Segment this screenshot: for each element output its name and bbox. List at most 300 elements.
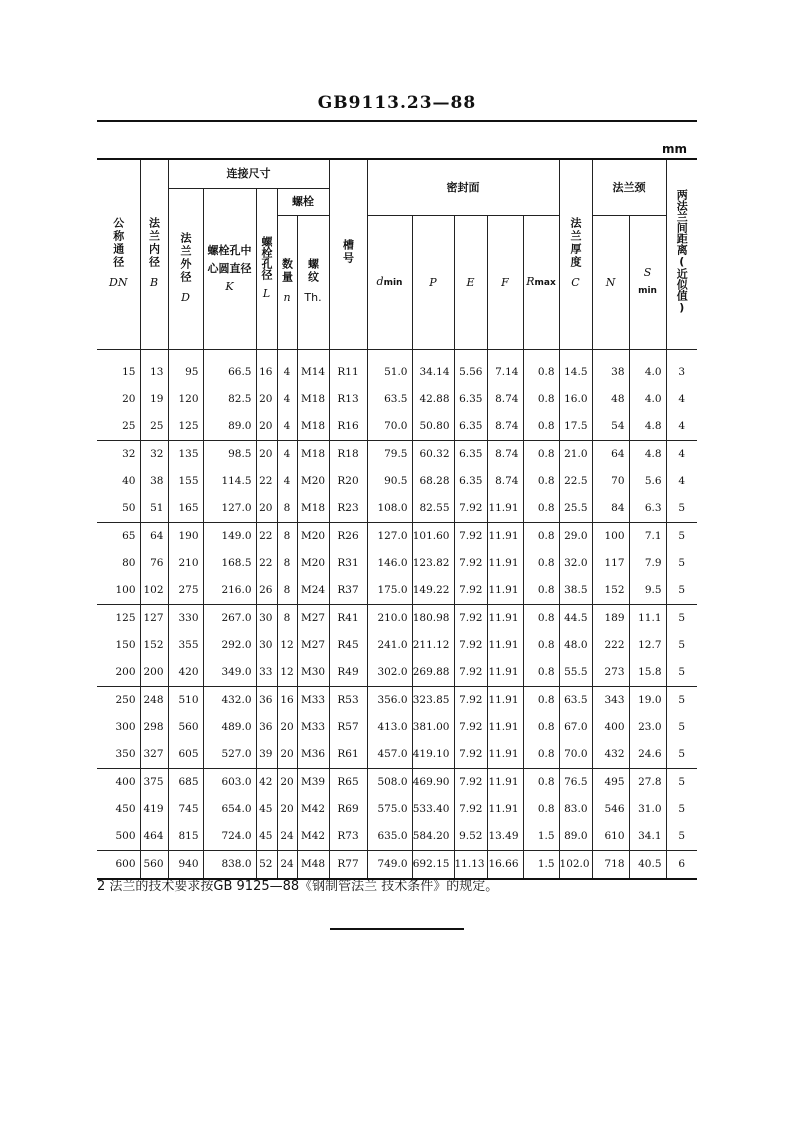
col-k-header [203, 188, 256, 349]
table-cell: 248 [140, 686, 168, 714]
table-cell: 29.0 [559, 522, 592, 550]
table-cell: 102 [140, 577, 168, 605]
table-cell: 330 [168, 604, 203, 632]
table-cell: 70 [592, 468, 629, 495]
col-n-label: 数量 [280, 258, 294, 284]
col-c-symbol: C [571, 276, 580, 290]
table-cell: 90.5 [367, 468, 412, 495]
table-cell: 0.8 [523, 522, 559, 550]
table-row [97, 714, 697, 741]
table-cell: 16.0 [559, 386, 592, 413]
table-cell: R65 [329, 768, 367, 796]
table-cell: 200 [140, 659, 168, 687]
table-cell: 45 [256, 823, 277, 851]
table-cell: 4 [277, 386, 297, 413]
table-cell: 940 [168, 850, 203, 879]
table-cell: 63.5 [367, 386, 412, 413]
table-cell: 724.0 [203, 823, 256, 851]
table-cell: 0.8 [523, 495, 559, 523]
table-cell: 4 [277, 349, 297, 386]
table-cell: 222 [592, 632, 629, 659]
table-cell: 20 [256, 440, 277, 468]
col-p-header [412, 215, 454, 349]
table-cell: R11 [329, 349, 367, 386]
table-cell: 200 [115, 666, 136, 678]
table-row [97, 686, 697, 714]
table-cell: R77 [329, 850, 367, 879]
table-cell: 125 [97, 604, 140, 632]
table-cell: 25 [140, 413, 168, 441]
table-row [97, 386, 697, 413]
col-b-header [140, 159, 168, 349]
table-cell: 38 [140, 468, 168, 495]
table-cell: 5.6 [629, 468, 666, 495]
table-cell: 149.22 [412, 577, 454, 605]
table-cell: 4 [666, 468, 697, 495]
table-cell: 4 [277, 440, 297, 468]
col-l-header [256, 188, 277, 349]
table-cell: 51.0 [367, 349, 412, 386]
table-cell: 432 [592, 741, 629, 769]
table-cell: 24 [277, 823, 297, 851]
col-th-header [297, 215, 329, 349]
table-row [97, 796, 697, 823]
table-cell: 98.5 [203, 440, 256, 468]
table-cell: 38 [592, 349, 629, 386]
table-cell: 7.9 [629, 550, 666, 577]
table-cell: 20 [277, 714, 297, 741]
sealing-face-header: 密封面 [367, 159, 559, 215]
table-cell: 8 [277, 522, 297, 550]
table-cell: 749.0 [367, 850, 412, 879]
table-cell: 1.5 [523, 823, 559, 851]
table-cell: R45 [329, 632, 367, 659]
table-cell: 0.8 [523, 550, 559, 577]
table-cell: M18 [297, 386, 329, 413]
unit-label: mm [662, 142, 688, 156]
table-cell: 82.55 [412, 495, 454, 523]
table-cell: 420 [168, 659, 203, 687]
table-cell: R16 [329, 413, 367, 441]
table-cell: 89.0 [203, 413, 256, 441]
table-cell: 5 [666, 823, 697, 851]
table-cell: 323.85 [412, 686, 454, 714]
table-cell: 152 [592, 577, 629, 605]
col-c-header [559, 159, 592, 349]
table-cell: 150 [115, 639, 136, 651]
table-cell: 469.90 [412, 768, 454, 796]
col-groove-header [329, 159, 367, 349]
table-cell: R57 [329, 714, 367, 741]
table-row [97, 349, 697, 386]
table-cell: 6.35 [454, 440, 487, 468]
table-cell: 12 [277, 632, 297, 659]
table-cell: 6.3 [629, 495, 666, 523]
table-cell: 22.5 [559, 468, 592, 495]
table-cell: 11.13 [454, 850, 487, 879]
table-cell: 5 [666, 686, 697, 714]
col-s-symbol: S [643, 266, 652, 279]
table-cell: 125 [168, 413, 203, 441]
table-cell: 1.5 [523, 850, 559, 879]
table-cell: 102.0 [559, 850, 592, 879]
table-cell: 25.5 [559, 495, 592, 523]
table-cell: 0.8 [523, 741, 559, 769]
table-cell: 7.1 [629, 522, 666, 550]
col-neck-n-symbol: N [605, 275, 616, 289]
table-cell: R31 [329, 550, 367, 577]
table-cell: 100 [592, 522, 629, 550]
table-cell: 273 [592, 659, 629, 687]
table-cell: 16 [256, 349, 277, 386]
col-dn-header [97, 159, 140, 349]
col-th-label: 螺纹 [306, 258, 320, 284]
table-row [97, 632, 697, 659]
table-cell: 350 [115, 748, 136, 760]
table-cell: 4 [277, 413, 297, 441]
table-cell: 5 [666, 550, 697, 577]
table-cell: 5 [666, 796, 697, 823]
table-cell: M20 [297, 550, 329, 577]
table-cell: 327 [140, 741, 168, 769]
table-row [97, 495, 697, 523]
table-cell: 381.00 [412, 714, 454, 741]
table-cell: M33 [297, 714, 329, 741]
table-cell: 0.8 [523, 686, 559, 714]
table-cell: 11.91 [487, 686, 523, 714]
table-cell: 267.0 [203, 604, 256, 632]
table-cell: 718 [592, 850, 629, 879]
table-cell: 11.91 [487, 577, 523, 605]
table-cell: 654.0 [203, 796, 256, 823]
table-cell: 20 [277, 741, 297, 769]
table-cell: 23.0 [629, 714, 666, 741]
table-cell: 76.5 [559, 768, 592, 796]
table-cell: 11.91 [487, 741, 523, 769]
table-cell: 20 [256, 495, 277, 523]
table-cell: 3 [666, 349, 697, 386]
table-cell: 114.5 [203, 468, 256, 495]
footnote: 2 法兰的技术要求按GB 9125—88《钢制管法兰 技术条件》的规定。 [97, 879, 499, 894]
table-cell: 7.92 [454, 659, 487, 687]
table-row [97, 550, 697, 577]
table-cell: 7.92 [454, 768, 487, 796]
table-cell: 4 [277, 468, 297, 495]
table-cell: 108.0 [367, 495, 412, 523]
table-cell: 51 [140, 495, 168, 523]
table-cell: 52 [256, 850, 277, 879]
table-cell: 355 [168, 632, 203, 659]
table-cell: R41 [329, 604, 367, 632]
table-cell: 495 [592, 768, 629, 796]
table-cell: 20 [256, 386, 277, 413]
table-cell: 8 [277, 577, 297, 605]
table-cell: 508.0 [367, 768, 412, 796]
table-cell: 533.40 [412, 796, 454, 823]
table-cell: 9.52 [454, 823, 487, 851]
table-cell: 149.0 [203, 522, 256, 550]
table-cell: 0.8 [523, 632, 559, 659]
table-cell: 19.0 [629, 686, 666, 714]
table-cell: 575.0 [367, 796, 412, 823]
table-cell: 7.92 [454, 632, 487, 659]
table-cell: 4.0 [629, 386, 666, 413]
table-row [97, 413, 697, 441]
table-cell: 24.6 [629, 741, 666, 769]
table-cell: 0.8 [523, 468, 559, 495]
table-cell: 189 [592, 604, 629, 632]
col-e-symbol: E [466, 275, 475, 289]
table-cell: 560 [140, 850, 168, 879]
table-cell: 464 [140, 823, 168, 851]
table-cell: 14.5 [559, 349, 592, 386]
table-cell: M42 [297, 796, 329, 823]
col-gap-label: 两法兰间距离(近似值) [675, 189, 689, 315]
col-rmax-symbol: R [526, 274, 535, 288]
table-cell: 38.5 [559, 577, 592, 605]
table-cell: 419 [140, 796, 168, 823]
table-cell: 42.88 [412, 386, 454, 413]
table-cell: 50.80 [412, 413, 454, 441]
table-cell: 33 [256, 659, 277, 687]
col-dn-symbol: DN [109, 276, 128, 290]
table-cell: 20 [277, 796, 297, 823]
flange-neck-header: 法兰颈 [592, 159, 666, 215]
table-cell: 11.91 [487, 522, 523, 550]
table-cell: 64 [592, 440, 629, 468]
table-cell: 432.0 [203, 686, 256, 714]
table-cell: 8 [277, 604, 297, 632]
table-cell: R26 [329, 522, 367, 550]
table-cell: M27 [297, 632, 329, 659]
table-cell: 44.5 [559, 604, 592, 632]
table-cell: R37 [329, 577, 367, 605]
table-cell: 0.8 [523, 386, 559, 413]
table-cell: 11.91 [487, 659, 523, 687]
table-cell: M24 [297, 577, 329, 605]
table-cell: 0.8 [523, 349, 559, 386]
table-cell: 419.10 [412, 741, 454, 769]
table-cell: M18 [297, 413, 329, 441]
table-cell: 6.35 [454, 468, 487, 495]
table-cell: 4.0 [629, 349, 666, 386]
table-cell: 375 [140, 768, 168, 796]
table-cell: 510 [168, 686, 203, 714]
table-cell: 610 [592, 823, 629, 851]
col-n-symbol: n [283, 291, 291, 304]
col-s-header [629, 215, 666, 349]
table-cell: M27 [297, 604, 329, 632]
table-cell: 127.0 [367, 522, 412, 550]
table-cell: 4 [666, 386, 697, 413]
table-cell: R20 [329, 468, 367, 495]
table-cell: 0.8 [523, 714, 559, 741]
table-cell: 65 [97, 522, 140, 550]
table-cell: 4 [666, 413, 697, 441]
col-d-label: 法兰外径 [179, 231, 192, 284]
table-cell: 26 [256, 577, 277, 605]
table-cell: 489.0 [203, 714, 256, 741]
table-cell: 31.0 [629, 796, 666, 823]
table-cell: 22 [256, 468, 277, 495]
table-cell: 101.60 [412, 522, 454, 550]
connection-size-header: 连接尺寸 [168, 159, 329, 188]
table-cell: 600 [97, 850, 140, 879]
table-row [97, 741, 697, 769]
table-cell: M36 [297, 741, 329, 769]
table-cell: 50 [122, 502, 136, 514]
table-cell: M39 [297, 768, 329, 796]
col-rmax-header [523, 215, 559, 349]
table-cell: R23 [329, 495, 367, 523]
table-cell: 0.8 [523, 659, 559, 687]
table-cell: 527.0 [203, 741, 256, 769]
table-cell: 27.8 [629, 768, 666, 796]
col-p-symbol: P [429, 275, 437, 289]
table-cell: 11.91 [487, 768, 523, 796]
col-n-header [277, 215, 297, 349]
table-cell: 635.0 [367, 823, 412, 851]
footer-rule [330, 928, 464, 930]
table-cell: 30 [256, 604, 277, 632]
table-cell: 180.98 [412, 604, 454, 632]
table-cell: 40.5 [629, 850, 666, 879]
table-cell: 0.8 [523, 577, 559, 605]
table-cell: 64 [140, 522, 168, 550]
table-cell: R69 [329, 796, 367, 823]
table-cell: 8.74 [487, 386, 523, 413]
table-cell: 0.8 [523, 796, 559, 823]
table-cell: 584.20 [412, 823, 454, 851]
col-f-header [487, 215, 523, 349]
table-cell: 605 [168, 741, 203, 769]
table-cell: 155 [168, 468, 203, 495]
table-cell: 127 [140, 604, 168, 632]
table-cell: 13.49 [487, 823, 523, 851]
table-cell: 48.0 [559, 632, 592, 659]
table-cell: 146.0 [367, 550, 412, 577]
table-cell: 546 [592, 796, 629, 823]
table-cell: 7.92 [454, 495, 487, 523]
col-rmax-sub: max [534, 277, 556, 288]
table-cell: 12.7 [629, 632, 666, 659]
col-b-symbol: B [149, 276, 159, 290]
col-b-label: 法兰内径 [147, 217, 161, 270]
col-e-header [454, 215, 487, 349]
table-cell: R13 [329, 386, 367, 413]
table-cell: 17.5 [559, 413, 592, 441]
table-cell: 24 [277, 850, 297, 879]
table-cell: 685 [168, 768, 203, 796]
table-cell: 45 [256, 796, 277, 823]
col-dmin-sub: min [383, 277, 403, 288]
table-cell: 5 [666, 495, 697, 523]
table-cell: 20 [122, 393, 136, 405]
table-cell: 190 [168, 522, 203, 550]
col-gap-header [666, 159, 697, 349]
table-cell: 40 [122, 475, 136, 487]
table-cell: 275 [168, 577, 203, 605]
table-cell: 16.66 [487, 850, 523, 879]
table-cell: 8.74 [487, 413, 523, 441]
table-cell: M20 [297, 522, 329, 550]
table-cell: 7.92 [454, 577, 487, 605]
table-cell: 7.92 [454, 604, 487, 632]
table-cell: 5 [666, 659, 697, 687]
col-dmin-header [367, 215, 412, 349]
table-cell: 152 [140, 632, 168, 659]
table-cell: 67.0 [559, 714, 592, 741]
table-cell: 82.5 [203, 386, 256, 413]
col-d-symbol: D [181, 290, 190, 304]
table-cell: 95 [168, 349, 203, 386]
table-cell: 12 [277, 659, 297, 687]
table-cell: 20 [256, 413, 277, 441]
table-cell: R18 [329, 440, 367, 468]
col-k-label: 螺栓孔中心圆直径 [207, 244, 252, 275]
table-cell: 8.74 [487, 440, 523, 468]
col-neck-n-header [592, 215, 629, 349]
col-l-symbol: L [262, 286, 271, 300]
table-row [97, 577, 697, 605]
table-cell: 5 [666, 522, 697, 550]
table-cell: 175.0 [367, 577, 412, 605]
table-cell: 302.0 [367, 659, 412, 687]
table-cell: 815 [168, 823, 203, 851]
table-cell: 11.91 [487, 714, 523, 741]
table-cell: 32 [140, 440, 168, 468]
table-cell: 22 [256, 550, 277, 577]
table-cell: 5 [666, 632, 697, 659]
table-cell: 165 [168, 495, 203, 523]
table-cell: 5.56 [454, 349, 487, 386]
col-dmin-symbol: d [376, 274, 384, 288]
table-cell: 400 [592, 714, 629, 741]
table-cell: 560 [168, 714, 203, 741]
table-cell: 11.1 [629, 604, 666, 632]
table-cell: 25 [122, 420, 136, 432]
table-cell: 241.0 [367, 632, 412, 659]
table-cell: 0.8 [523, 440, 559, 468]
table-cell: 250 [97, 686, 140, 714]
table-cell: 413.0 [367, 714, 412, 741]
table-cell: 210.0 [367, 604, 412, 632]
table-cell: 7.92 [454, 686, 487, 714]
table-cell: 32.0 [559, 550, 592, 577]
table-cell: 21.0 [559, 440, 592, 468]
table-cell: M30 [297, 659, 329, 687]
col-f-symbol: F [501, 275, 509, 289]
table-cell: 6.35 [454, 413, 487, 441]
table-cell: 4.8 [629, 413, 666, 441]
flange-dimension-table [97, 158, 697, 880]
table-cell: 603.0 [203, 768, 256, 796]
table-cell: 300 [115, 721, 136, 733]
table-cell: 48 [592, 386, 629, 413]
table-cell: 117 [592, 550, 629, 577]
table-row [97, 768, 697, 796]
table-cell: 4 [666, 440, 697, 468]
table-cell: 66.5 [203, 349, 256, 386]
table-cell: 70.0 [367, 413, 412, 441]
table-cell: 500 [115, 830, 136, 842]
table-cell: 343 [592, 686, 629, 714]
table-cell: 210 [168, 550, 203, 577]
table-cell: 135 [168, 440, 203, 468]
table-cell: 11.91 [487, 495, 523, 523]
table-cell: 9.5 [629, 577, 666, 605]
table-cell: 123.82 [412, 550, 454, 577]
